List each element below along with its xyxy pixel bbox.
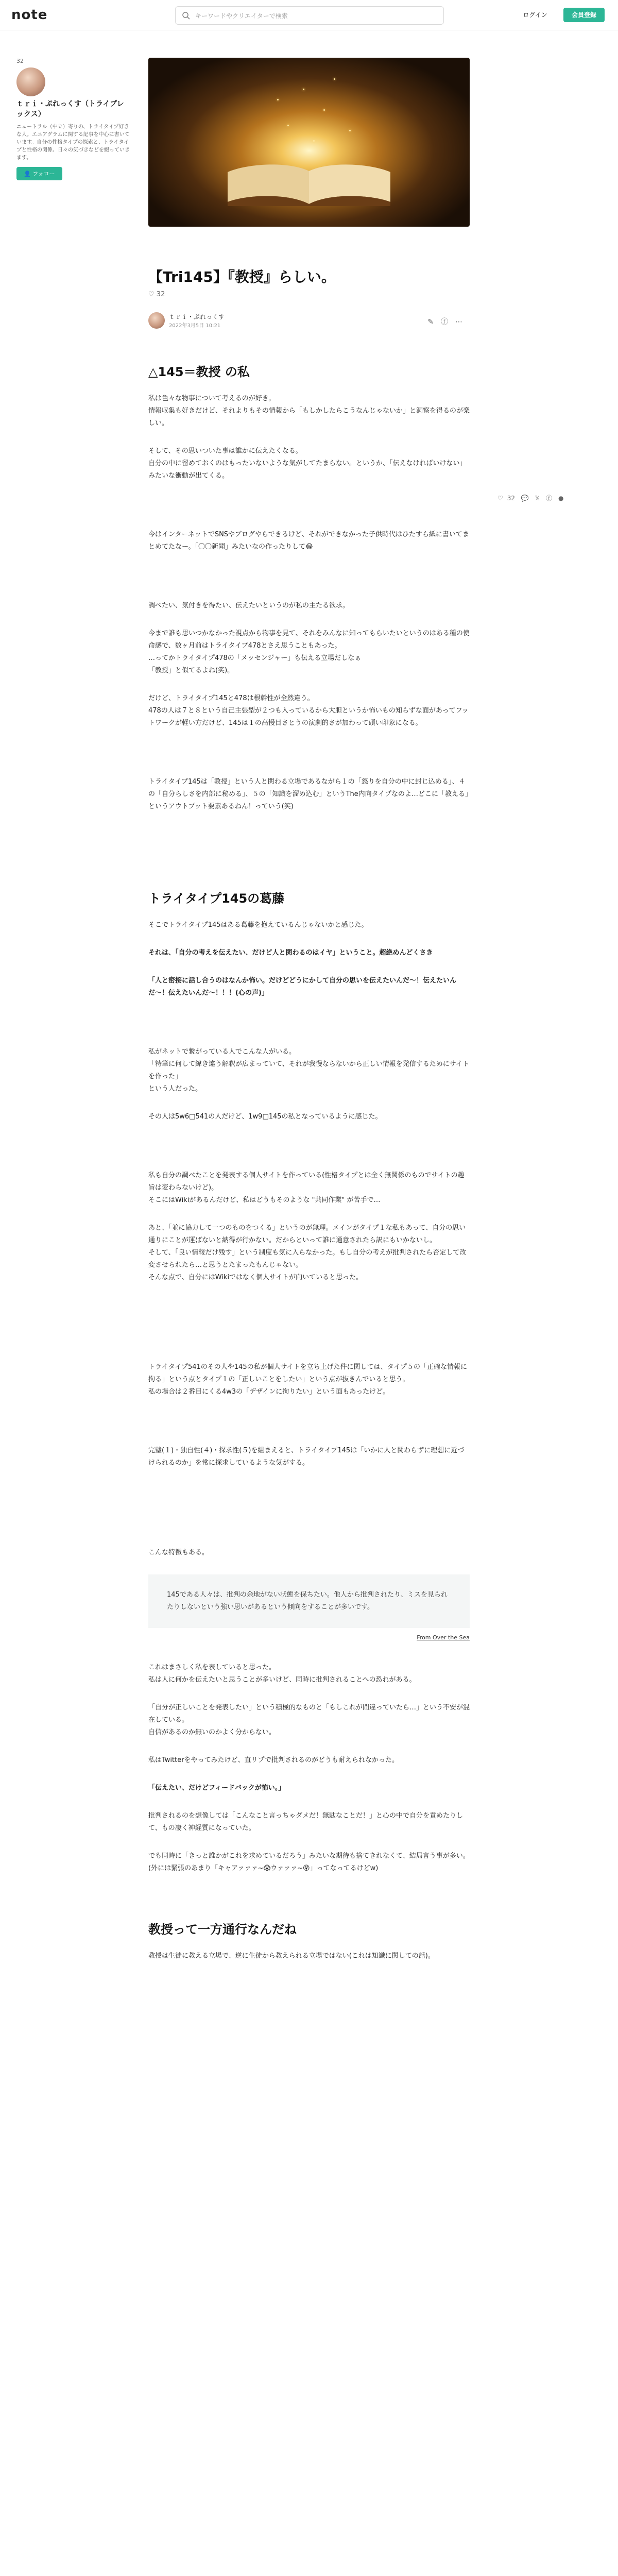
paragraph: 私はTwitterをやってみたけど、直リプで批判されるのがどうも耐えられなかった。 [148, 1756, 399, 1764]
sparkle [303, 89, 304, 90]
paragraph: 私がネットで繋がっている人でこんな人がいる。 「特筆に何して緯き違う解釈が広まっていて、それが我慢ならないから正しい情報を発信するためにサイトを作った」 という人だった。 [148, 1048, 469, 1093]
paragraph: 私は色々な物事について考えるのが好き。 情報収集も好きだけど、それよりもその情報から「もしかしたらこうなんじゃないか」と洞察を得るのが楽しい。 [148, 395, 470, 427]
section-heading: トライタイプ145の葛藤 [148, 891, 285, 906]
spacer [148, 745, 470, 776]
sparkle [287, 125, 289, 126]
article-title: 【Tri145】『教授』らしい。 [148, 268, 336, 285]
spacer [148, 1299, 470, 1330]
follow-label: フォロー [32, 171, 55, 177]
paragraph-bold: 「人と密接に話し合うのはなんか怖い。だけどどうにかして自分の思いを伝えたいんだ〜！伝えたいんだ〜！伝えたいんだ〜！！！(心の声)」 [148, 977, 457, 997]
search-icon [182, 11, 190, 20]
spacer [148, 1330, 470, 1361]
note-logo[interactable]: note [11, 7, 48, 23]
paragraph: これはまさしく私を表していると思った。 私は人に何かを伝えたいと思うことが多いけど、同時に批判されることへの恐れがある。 [148, 1664, 416, 1684]
paragraph: その人は5w6□541の人だけど、1w9□145の私となっているように感じた。 [148, 1113, 382, 1121]
spacer [148, 828, 470, 859]
comment-icon[interactable]: 💬 [521, 495, 529, 502]
blockquote: 145である人々は、批判の余地がない状態を保ちたい。他人から批判されたり、ミスを見られたりしないという強い思いがあるという傾向をすることが多いです。 [148, 1574, 470, 1628]
open-book-illustration [226, 161, 392, 207]
paragraph: そして、その思いついた事は誰かに伝えたくなる。 自分の中に留めておくのはもったいないような気がしてたまらない。というか、「伝えなければいけない」みたいな衝動が出てくる。 [148, 447, 467, 480]
floating-action-bar [497, 494, 611, 502]
paragraph-bold: それは、「自分の考えを伝えたい、だけど人と関わるのはイヤ」ということ。超絶めんどくさき [148, 949, 433, 957]
magic-icon[interactable]: ✎ [427, 318, 441, 326]
share-actions [427, 316, 470, 327]
creator-avatar[interactable] [16, 67, 45, 96]
search-input[interactable]: キーワードやクリエイターで検索 [195, 12, 288, 20]
site-header [0, 0, 618, 30]
author-avatar[interactable] [148, 312, 165, 329]
follow-button[interactable] [16, 167, 62, 180]
paragraph: 批判されるのを想像しては「こんなこと言っちゃダメだ！無駄なことだ！」と心の中で自分を責めたりして、もの凄く神経質になっていた。 [148, 1812, 464, 1832]
paragraph: 「自分が正しいことを発表したい」という積極的なものと「もしこれが間違っていたら…」という不安が混在している。 自信があるのか無いのかよく分からない。 [148, 1704, 470, 1736]
creator-sidebar [16, 58, 130, 180]
more-icon[interactable]: ⋯ [455, 318, 470, 326]
paragraph: 今まで誰も思いつかなかった視点から物事を見て、それをみんなに知ってもらいたいというのはある種の使命感で、数ヶ月前はトライタイプ478とさえ思うこともあった。 …ってかトライタイプ478の「メッセンジャー」も伝える立場だしなぁ 「教授」と似てるよね(笑)。 [148, 630, 470, 674]
sparkle [277, 99, 279, 100]
publish-date: 2022年3月5日 10:21 [169, 323, 221, 329]
spacer [148, 1485, 470, 1516]
paragraph: 調べたい、気付きを得たい、伝えたいというのが私の主たる欲求。 [148, 602, 350, 609]
creator-bio: ニュートラル（中立）寄りの、トライタイプ好きな人。エニアグラムに関する記事を中心に書いています。自分の性格タイプの探索と、トライタイプと性格の関係、日々の気づきなどを綴っていきます。 [16, 124, 130, 161]
spacer [148, 859, 470, 890]
author-row [148, 312, 470, 333]
paragraph: そこでトライタイプ145はある葛藤を抱えているんじゃないかと感じた。 [148, 921, 368, 929]
sidebar-number: 32 [16, 58, 24, 64]
like-count[interactable] [148, 291, 165, 298]
spacer [148, 1890, 470, 1921]
search-box[interactable] [175, 6, 444, 25]
spacer [148, 1516, 470, 1547]
article-body [148, 364, 470, 1978]
creator-name[interactable]: ｔｒｉ・ぷれっくす（トライプレックス） [16, 100, 124, 118]
heart-icon[interactable]: ♡ [497, 495, 503, 502]
signup-button[interactable]: 会員登録 [563, 8, 605, 22]
paragraph: だけど、トライタイプ145と478は根幹性が全然違う。 478の人は７と８という自己主張型が２つも入っているから大胆というか怖いもの知らずな面があってフットワークが軽い方だけど、145は１の高慢目さとうの演劇的さが加わって頭い印象になる。 [148, 694, 469, 727]
spacer [148, 498, 470, 529]
sparkle [349, 130, 351, 131]
quote-source-link[interactable]: From Over the Sea [417, 1634, 470, 1641]
paragraph: トライタイプ145は「教授」という人と関わる立場であるながら１の「怒りを自分の中に封じ込める」、４の「自分らしさを内部に秘める」、５の「知識を溜め込む」というThe内向タイプなのよ…どこに「教える」というアウトプット要素あるねん！っていう(笑) [148, 778, 469, 810]
paragraph: 教授は生徒に教える立場で、逆に生徒から教えられる立場ではない(これは知識に関しての話)。 [148, 1952, 435, 1960]
float-like-count: 32 [507, 495, 516, 502]
sparkle [323, 109, 325, 111]
spacer [148, 569, 470, 600]
login-button[interactable]: ログイン [523, 11, 547, 19]
facebook-icon[interactable]: ⓕ [441, 318, 455, 326]
section-heading: △145＝教授 の私 [148, 365, 250, 379]
hero-image [148, 58, 470, 227]
follow-icon: 👤 [24, 171, 33, 177]
sparkle [334, 78, 335, 80]
paragraph: トライタイプ541のその人や145の私が個人サイトを立ち上げた件に関しては、タイプ５の「正確な情報に拘る」という点とタイプ１の「正しいことをしたい」という点が抜きんでいると思う。 私の場合は２番目にくる4w3の「デザインに拘りたい」という面もあったけど。 [148, 1363, 468, 1396]
paragraph: あと、「並に協力して一つのものをつくる」というのが無理。メインがタイプ１な私もあって、自分の思い通りにことが運ばないと納得が行かない。だからといって誰に通意されたら訳にもいかないし。 そして、「良い情報だけ残す」という制度も気に入らなかった。もし自分の考えが批判されたら否定して改変させられたら…と思うとたまったもんじゃない。 そんな点で、自分にはWikiではなく個人サイトが向いていると思った。 [148, 1224, 467, 1281]
paragraph: 今はインターネットでSNSやブログやらできるけど、それができなかった子供時代はひたすら紙に書いてまとめてたなー。「〇〇新聞」みたいなの作ったりして😂 [148, 531, 469, 551]
spacer [148, 1015, 470, 1046]
paragraph: 私も自分の調べたことを発表する個人サイトを作っている(性格タイプとは全く無関係のものでサイトの趣旨は変わらないけど)。 そこにはWikiがあるんだけど、私はどうもそのような "共同作業" が苦手で… [148, 1172, 465, 1204]
like-number: 32 [156, 291, 165, 298]
paragraph: 完璧(１)・独自性(４)・探求性(５)を組まえると、トライタイプ145は「いかに人と関わらずに理想に近づけられるのか」を常に探求しているような気がする。 [148, 1447, 465, 1467]
spacer [148, 1414, 470, 1445]
section-heading: 教授って一方通行なんだね [148, 1922, 297, 1937]
heart-icon[interactable]: ♡ [148, 291, 157, 298]
paragraph-bold: 「伝えたい、だけどフィードバックが怖い。」 [148, 1784, 285, 1792]
author-name[interactable]: ｔｒｉ・ぷれっくす [169, 313, 225, 320]
line-icon[interactable]: ● [558, 495, 564, 502]
x-icon[interactable]: 𝕏 [535, 495, 540, 502]
spacer [148, 1139, 470, 1170]
facebook-icon[interactable]: ⓕ [546, 495, 553, 502]
paragraph: こんな特徴もある。 [148, 1549, 209, 1556]
sparkle [313, 140, 315, 142]
paragraph: でも同時に「きっと誰かがこれを求めているだろう」みたいな期待も捨てきれなくて、結局言う事が多い。(外には緊張のあまり「キャアァァァ~😱ウァァァ~😵」ってなってるけどw) [148, 1852, 470, 1872]
